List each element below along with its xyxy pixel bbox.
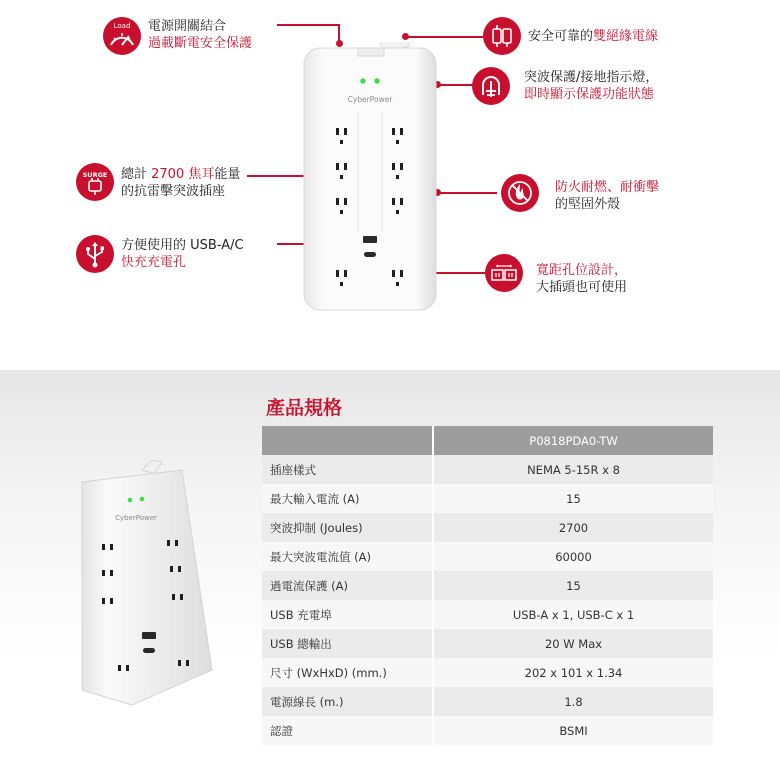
- feature-load-text: [148, 18, 252, 52]
- usb-icon: [76, 235, 114, 273]
- feature-fire-text: [555, 179, 659, 213]
- spec-key: 認證: [262, 716, 433, 745]
- fire-resistant-icon: [501, 174, 539, 212]
- leader-line: [405, 36, 483, 38]
- cable-icon: [483, 17, 521, 55]
- feature-indicator-line2: 即時顯示保護功能狀態: [524, 87, 655, 102]
- spec-value: 15: [433, 484, 713, 513]
- spec-value: 60000: [433, 542, 713, 571]
- spec-key: 過電流保護 (A): [262, 571, 433, 600]
- load-gauge-icon: [103, 17, 141, 55]
- table-row: [262, 658, 713, 687]
- spec-key: 尺寸 (WxHxD) (mm.): [262, 658, 433, 687]
- spec-header-row: [262, 426, 713, 455]
- spec-key: 插座樣式: [262, 455, 433, 484]
- spec-table: [262, 426, 713, 745]
- feature-load-line1: 電源開關結合: [148, 19, 227, 34]
- leader-dot: [402, 33, 409, 40]
- feature-surge-text: 總計 2700 焦耳能量 的抗雷擊突波插座: [121, 167, 241, 199]
- table-row: [262, 687, 713, 716]
- feature-section: [0, 0, 780, 370]
- spec-key: 最大輸入電流 (A): [262, 484, 433, 513]
- feature-usb-line1: 方便使用的 USB-A/C: [121, 238, 244, 253]
- feature-surge-line2: 的抗雷擊突波插座: [121, 184, 226, 199]
- spec-model: P0818PDA0-TW: [433, 426, 713, 455]
- spec-key: USB 總輸出: [262, 629, 433, 658]
- feature-fire-line1: 防火耐燃、耐衝擊: [555, 180, 660, 195]
- leader-line: [437, 84, 472, 86]
- spec-title: 產品規格: [266, 397, 343, 419]
- table-row: [262, 455, 713, 484]
- spec-value: 202 x 101 x 1.34: [433, 658, 713, 687]
- feature-fire-line2: 的堅固外殼: [555, 197, 621, 212]
- table-row: [262, 571, 713, 600]
- spec-value: 20 W Max: [433, 629, 713, 658]
- power-strip-thumbnail: [72, 460, 216, 720]
- feature-spacing-text: [536, 262, 627, 296]
- table-row: [262, 600, 713, 629]
- table-row: [262, 513, 713, 542]
- leader-line: [437, 192, 497, 194]
- spec-key: 突波抑制 (Joules): [262, 513, 433, 542]
- surge-plug-icon: [76, 163, 114, 201]
- table-row: [262, 542, 713, 571]
- grounding-indicator-icon: [472, 67, 510, 105]
- feature-load-line2: 過載斷電安全保護: [148, 36, 253, 51]
- spec-value: 15: [433, 571, 713, 600]
- brand-logo-small: CyberPower: [115, 514, 157, 522]
- spec-key: USB 充電埠: [262, 600, 433, 629]
- feature-cord-text: 安全可靠的雙絕緣電線: [528, 29, 659, 44]
- feature-usb-line2: 快充充電孔: [121, 255, 187, 270]
- table-row: [262, 484, 713, 513]
- feature-indicator-text: [524, 69, 658, 103]
- feature-usb-text: [121, 237, 244, 271]
- wide-spacing-icon: [485, 254, 523, 292]
- brand-logo: CyberPower: [347, 95, 393, 104]
- spec-value: 2700: [433, 513, 713, 542]
- feature-spacing-line1: 寬距孔位設計，: [536, 263, 628, 278]
- spec-header-blank: [262, 426, 433, 455]
- surge-icon-label: SURGE: [82, 171, 108, 179]
- spec-value: 1.8: [433, 687, 713, 716]
- table-row: [262, 716, 713, 745]
- spec-key: 最大突波電流值 (A): [262, 542, 433, 571]
- spec-value: BSMI: [433, 716, 713, 745]
- spec-value: USB-A x 1, USB-C x 1: [433, 600, 713, 629]
- feature-spacing-line2: 大插頭也可使用: [536, 280, 628, 295]
- power-strip-image: [300, 42, 440, 312]
- spec-value: NEMA 5-15R x 8: [433, 455, 713, 484]
- table-row: [262, 629, 713, 658]
- load-icon-label: Load: [113, 22, 131, 30]
- leader-line: [277, 24, 339, 26]
- feature-indicator-line1: 突波保護/接地指示燈，: [524, 70, 659, 85]
- spec-key: 電源線長 (m.): [262, 687, 433, 716]
